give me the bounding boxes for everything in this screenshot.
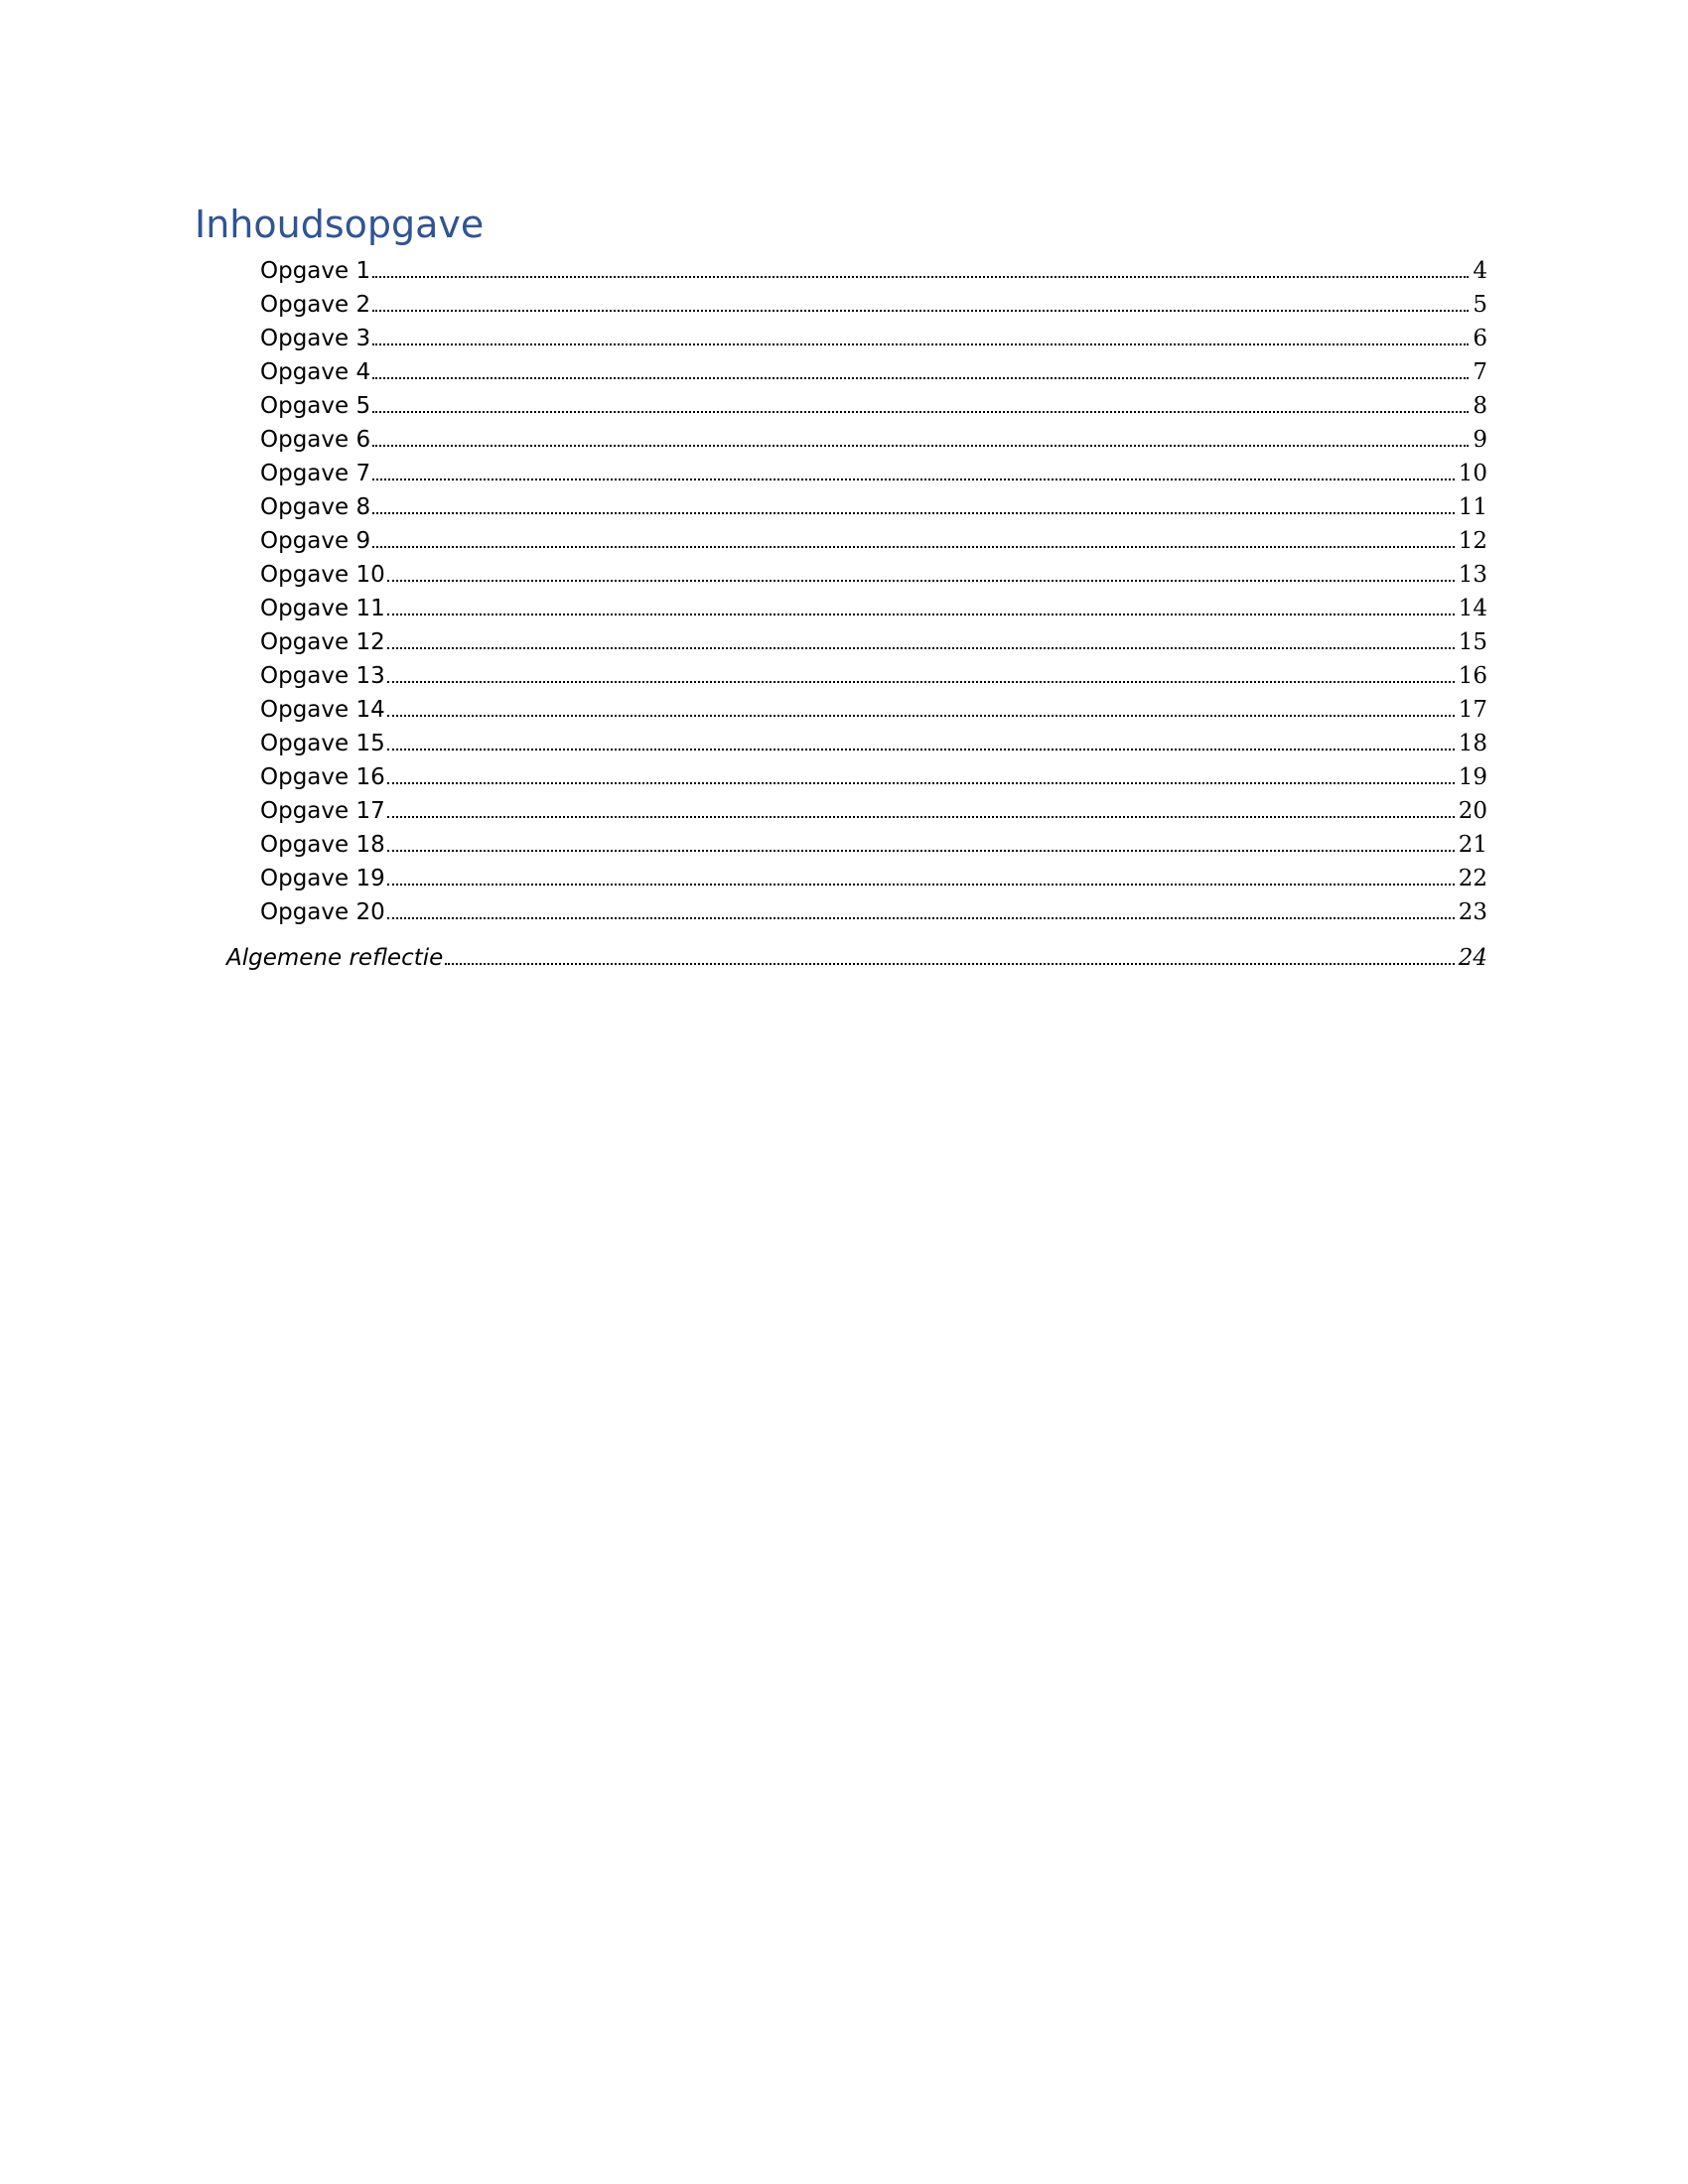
toc-leader-dots (387, 715, 1455, 717)
toc-leader-dots (387, 749, 1455, 751)
toc-entry[interactable] (260, 625, 1487, 659)
toc-leader-dots (372, 310, 1469, 312)
toc-entry-label[interactable]: Opgave 14 (260, 697, 385, 723)
toc-entry-page[interactable]: 6 (1473, 326, 1487, 351)
toc-entry[interactable] (260, 288, 1487, 322)
toc-leader-dots (372, 546, 1455, 548)
toc-entry-label[interactable]: Opgave 1 (260, 258, 371, 284)
toc-entry[interactable] (260, 862, 1487, 895)
toc-entry-label[interactable]: Opgave 17 (260, 798, 385, 824)
toc-entry-label[interactable]: Opgave 13 (260, 663, 385, 689)
toc-entry[interactable] (260, 355, 1487, 389)
toc-leader-dots (387, 917, 1455, 919)
toc-leader-dots (372, 276, 1469, 278)
toc-leader-dots (387, 580, 1455, 582)
toc-entry-page[interactable]: 12 (1458, 528, 1487, 554)
toc-entry-label[interactable]: Opgave 15 (260, 731, 385, 756)
toc-entry[interactable] (260, 254, 1487, 288)
toc-entry-label[interactable]: Opgave 4 (260, 359, 371, 385)
toc-entry-label[interactable]: Opgave 16 (260, 764, 385, 790)
toc-entry-page[interactable]: 11 (1458, 494, 1487, 520)
toc-entry[interactable] (260, 727, 1487, 760)
toc-entry[interactable] (260, 895, 1487, 929)
toc-leader-dots (445, 963, 1454, 965)
toc-entry[interactable] (260, 322, 1487, 355)
toc-leader-dots (387, 782, 1455, 784)
toc-entry-label[interactable]: Opgave 6 (260, 427, 371, 453)
toc-entry-page[interactable]: 4 (1473, 258, 1487, 284)
toc-entry-label[interactable]: Opgave 2 (260, 292, 371, 318)
toc-entry-page[interactable]: 7 (1473, 359, 1487, 385)
toc-entry-label[interactable]: Opgave 10 (260, 562, 385, 588)
toc-entry-page[interactable]: 21 (1458, 832, 1487, 858)
toc-entry-page[interactable]: 10 (1458, 461, 1487, 486)
toc-entry-label[interactable]: Opgave 19 (260, 866, 385, 891)
toc-title: Inhoudsopgave (195, 203, 485, 246)
toc-entry-label[interactable]: Opgave 7 (260, 461, 371, 486)
toc-entry[interactable] (260, 490, 1487, 524)
toc-entry-label[interactable]: Opgave 12 (260, 629, 385, 655)
toc-entry[interactable] (260, 659, 1487, 693)
toc-entry-page[interactable]: 13 (1458, 562, 1487, 588)
toc-entry-page[interactable]: 8 (1473, 393, 1487, 419)
toc-entry[interactable] (260, 592, 1487, 625)
toc-entry-label[interactable]: Opgave 9 (260, 528, 371, 554)
toc-entry-label[interactable]: Opgave 11 (260, 596, 385, 621)
toc-entry-label[interactable]: Algemene reflectie (226, 945, 444, 971)
toc-leader-dots (372, 445, 1469, 447)
toc-entry-label[interactable]: Opgave 5 (260, 393, 371, 419)
toc-entry-label[interactable]: Opgave 8 (260, 494, 371, 520)
toc-leader-dots (387, 681, 1455, 683)
toc-leader-dots (387, 850, 1455, 852)
toc-entry[interactable] (260, 423, 1487, 457)
toc-entry[interactable] (260, 457, 1487, 490)
toc-entry[interactable] (260, 524, 1487, 558)
toc-entry-reflection[interactable] (226, 941, 1487, 975)
toc-entry-page[interactable]: 16 (1458, 663, 1487, 689)
toc-entry[interactable] (260, 693, 1487, 727)
toc-entry-page[interactable]: 9 (1473, 427, 1487, 453)
toc-entry-page[interactable]: 24 (1458, 945, 1487, 971)
toc-entry-page[interactable]: 15 (1458, 629, 1487, 655)
toc-leader-dots (372, 478, 1455, 480)
toc-entry-page[interactable]: 20 (1458, 798, 1487, 824)
toc-leader-dots (387, 614, 1455, 615)
toc-entry[interactable] (260, 389, 1487, 423)
toc-leader-dots (372, 512, 1455, 514)
toc-leader-dots (387, 884, 1455, 886)
toc-leader-dots (372, 343, 1469, 345)
toc-entry[interactable] (260, 558, 1487, 592)
toc-entry-page[interactable]: 17 (1458, 697, 1487, 723)
toc-entry-page[interactable]: 5 (1473, 292, 1487, 318)
toc-entry-page[interactable]: 23 (1458, 899, 1487, 925)
toc-leader-dots (387, 647, 1455, 649)
toc-leader-dots (372, 411, 1469, 413)
toc-entry-page[interactable]: 14 (1458, 596, 1487, 621)
toc-entry[interactable] (260, 828, 1487, 862)
toc-entry-page[interactable]: 18 (1458, 731, 1487, 756)
toc-leader-dots (387, 816, 1455, 818)
toc-entry-page[interactable]: 19 (1458, 764, 1487, 790)
toc-entry[interactable] (260, 794, 1487, 828)
toc-entry[interactable] (260, 760, 1487, 794)
toc-entry-label[interactable]: Opgave 3 (260, 326, 371, 351)
toc-entry-label[interactable]: Opgave 18 (260, 832, 385, 858)
toc-entry-label[interactable]: Opgave 20 (260, 899, 385, 925)
toc-leader-dots (372, 377, 1469, 379)
toc-entry-page[interactable]: 22 (1458, 866, 1487, 891)
